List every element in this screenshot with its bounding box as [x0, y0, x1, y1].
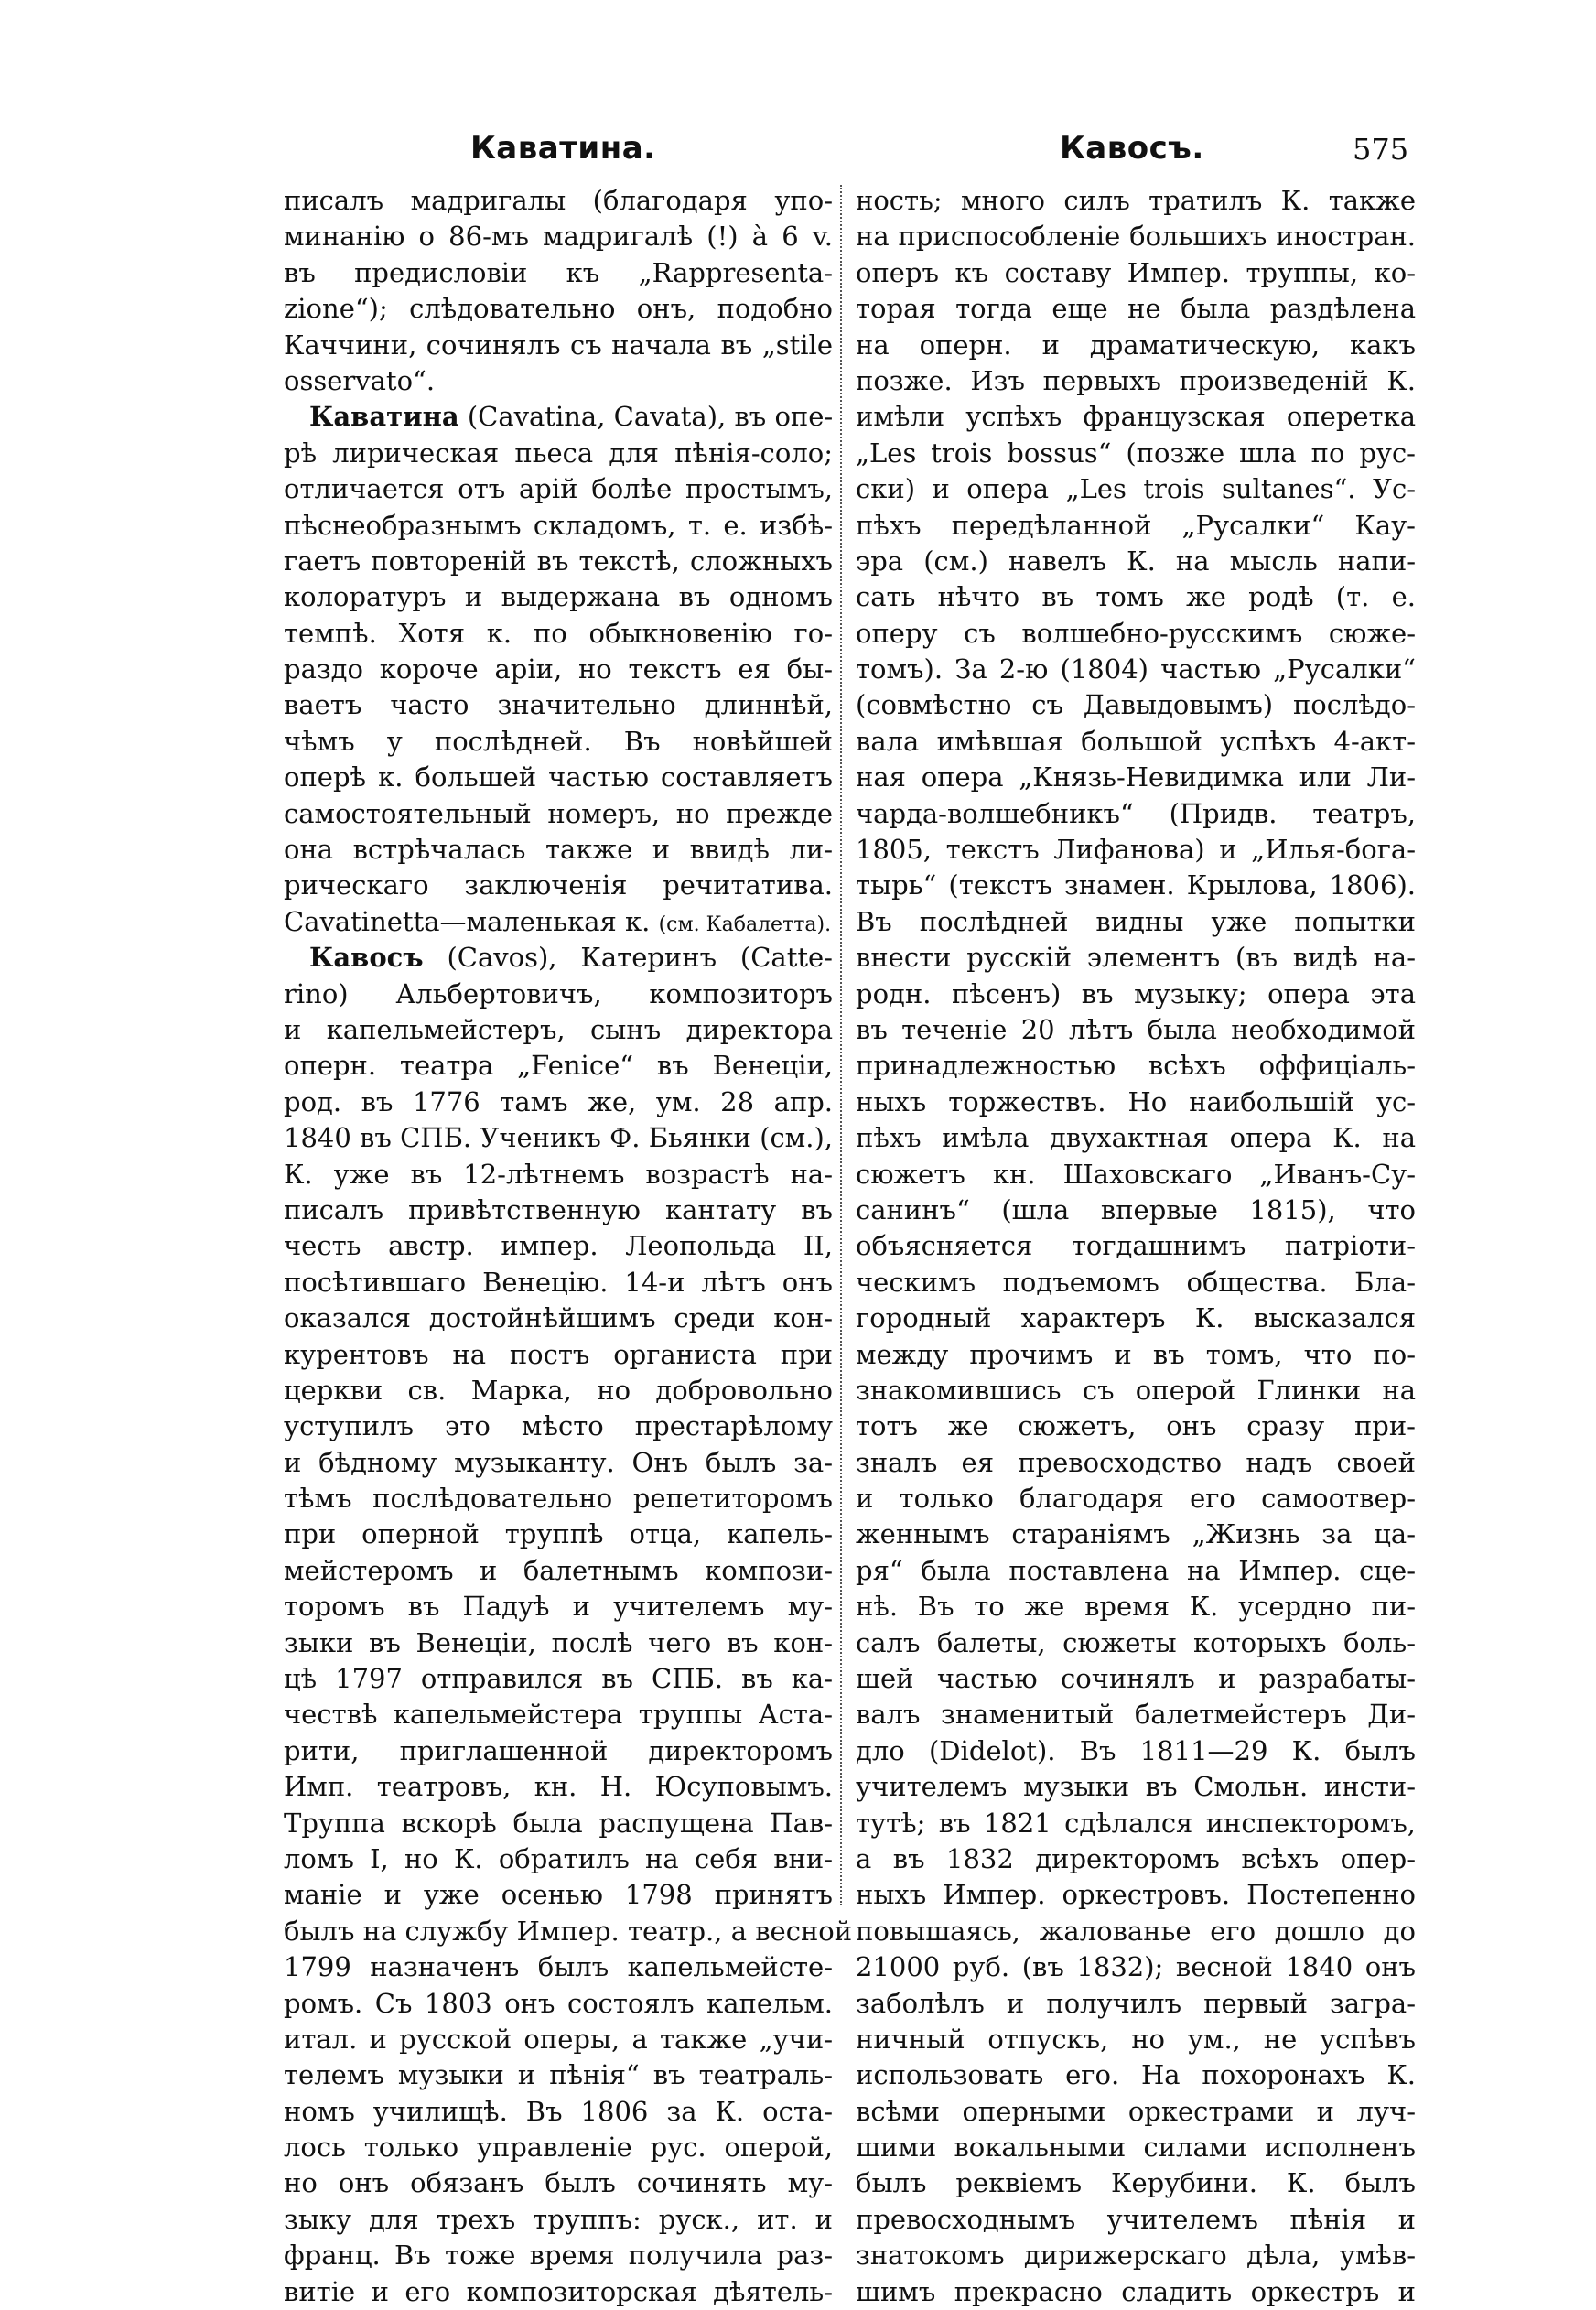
- line-text: превосходнымъ учителемъ пѣнія и: [856, 2203, 1416, 2235]
- text-line: [284, 579, 833, 615]
- text-line: [284, 255, 833, 291]
- text-line: [856, 508, 1416, 544]
- text-line: [284, 1625, 833, 1661]
- text-line: [856, 1337, 1416, 1373]
- line-text: уступилъ это мѣсто престарѣлому: [284, 1410, 833, 1442]
- text-line: [284, 1193, 833, 1228]
- text-line: [856, 904, 1416, 940]
- line-text: внести русскій элементъ (въ видѣ на-: [856, 942, 1416, 974]
- line-text: оперъ къ составу Импер. труппы, ко-: [856, 256, 1416, 288]
- text-line: [284, 1949, 833, 1985]
- text-line: [284, 1986, 833, 2022]
- text-line: [856, 1085, 1416, 1120]
- line-text: ваетъ часто значительно длиннѣй,: [284, 689, 833, 721]
- line-text: Имп. театровъ, кн. Н. Юсуповымъ.: [284, 1771, 833, 1803]
- line-text: чѣмъ у послѣдней. Въ новѣйшей: [284, 725, 833, 757]
- text-line: [856, 616, 1416, 652]
- line-text: имѣли успѣхъ французская оперетка: [856, 401, 1416, 433]
- text-line: [856, 1301, 1416, 1336]
- cross-reference: (см. Кабалетта).: [658, 912, 832, 936]
- line-text: Труппа вскорѣ была распущена Пав-: [284, 1807, 833, 1839]
- text-line: [284, 2238, 833, 2273]
- text-line: [284, 291, 833, 327]
- line-text: 21000 руб. (въ 1832); весной 1840 онъ: [856, 1951, 1416, 1983]
- text-line: [284, 1841, 833, 1877]
- line-text: маніе и уже осенью 1798 принятъ: [284, 1879, 833, 1911]
- text-line: [856, 724, 1416, 760]
- line-text: rino) Альбертовичъ, композиторъ: [284, 977, 833, 1009]
- text-line: [856, 471, 1416, 507]
- text-line: [284, 1157, 833, 1193]
- text-line: [284, 760, 833, 795]
- text-line: [284, 1085, 833, 1120]
- line-text: пѣхъ имѣла двухактная опера К. на: [856, 1122, 1416, 1154]
- text-line: [856, 2202, 1416, 2238]
- text-line: [284, 1048, 833, 1084]
- text-line: [856, 579, 1416, 615]
- text-line: [284, 940, 833, 976]
- text-line: [284, 1445, 833, 1481]
- text-line: [856, 1373, 1416, 1409]
- line-text: зыки въ Венеціи, послѣ чего въ кон-: [284, 1626, 833, 1658]
- text-line: [284, 1265, 833, 1301]
- text-line: [284, 1877, 833, 1913]
- line-text: К. уже въ 12-лѣтнемъ возрастѣ на-: [284, 1158, 833, 1190]
- line-text: оперу съ волшебно-русскимъ сюже-: [856, 617, 1416, 649]
- line-text: и капельмейстеръ, сынъ директора: [284, 1013, 833, 1045]
- line-text: сюжетъ кн. Шаховскаго „Иванъ-Су-: [856, 1158, 1416, 1190]
- line-text: оперѣ к. большей частью составляетъ: [284, 761, 833, 793]
- text-line: [284, 363, 833, 399]
- text-line: [284, 652, 833, 687]
- entry-headword: Кавосъ: [309, 942, 424, 974]
- text-line: [856, 2130, 1416, 2165]
- line-text: на оперн. и драматическую, какъ: [856, 329, 1416, 361]
- text-line: [856, 2057, 1416, 2093]
- line-text: родн. пѣсенъ) въ музыку; опера эта: [856, 977, 1416, 1009]
- line-text: цѣ 1797 отправился въ СПБ. въ ка-: [284, 1663, 833, 1695]
- text-line: [284, 328, 833, 363]
- text-line: [284, 1337, 833, 1373]
- line-text: самостоятельный номеръ, но прежде: [284, 797, 833, 829]
- text-line: [284, 1589, 833, 1625]
- line-text: городный характеръ К. высказался: [856, 1302, 1416, 1334]
- text-line: [856, 2274, 1416, 2310]
- line-text: рѣ лирическая пьеса для пѣнія-соло;: [284, 437, 833, 469]
- text-line: [284, 399, 833, 435]
- text-line: [284, 2130, 833, 2165]
- text-line: [284, 2057, 833, 2093]
- text-line: [284, 1409, 833, 1444]
- header-right-title: Кавосъ.: [1060, 130, 1204, 167]
- text-line: [856, 1949, 1416, 1985]
- line-text: 1805, текстъ Лифанова) и „Илья-бога-: [856, 834, 1416, 866]
- line-text: былъ на службу Импер. театр., а весной: [284, 1915, 853, 1947]
- line-text: Cavatinetta—маленькая к.: [284, 905, 659, 937]
- text-line: [284, 1697, 833, 1732]
- text-line: [284, 616, 833, 652]
- line-text: Каччини, сочинялъ съ начала въ „stile: [284, 329, 833, 361]
- line-text: шимъ прекрасно сладить оркестръ и: [856, 2275, 1416, 2307]
- text-line: [856, 760, 1416, 795]
- text-line: [856, 544, 1416, 579]
- line-text: шими вокальными силами исполненъ: [856, 2132, 1416, 2164]
- text-line: [856, 399, 1416, 435]
- text-line: [856, 2165, 1416, 2201]
- text-line: [856, 652, 1416, 687]
- text-line: [284, 2094, 833, 2130]
- text-line: [856, 796, 1416, 832]
- line-text: тутѣ; въ 1821 сдѣлался инспекторомъ,: [856, 1807, 1416, 1839]
- text-line: [856, 183, 1416, 219]
- text-line: [284, 977, 833, 1012]
- text-line: [856, 436, 1416, 471]
- line-text: торомъ въ Падуѣ и учителемъ му-: [284, 1591, 833, 1623]
- line-text: мейстеромъ и балетнымъ компози-: [284, 1554, 833, 1586]
- text-line: [284, 1733, 833, 1769]
- line-text: зыку для трехъ труппъ: руск., ит. и: [284, 2203, 833, 2235]
- line-text: позже. Изъ первыхъ произведеній К.: [856, 364, 1416, 396]
- text-line: [284, 1301, 833, 1336]
- line-text: знакомившись съ оперой Глинки на: [856, 1374, 1416, 1406]
- text-line: [856, 1012, 1416, 1048]
- line-text: рическаго заключенія речитатива.: [284, 869, 833, 901]
- line-text: всѣми оперными оркестрами и луч-: [856, 2095, 1416, 2127]
- line-text: нѣ. Въ то же время К. усердно пи-: [856, 1591, 1416, 1623]
- line-text: въ предисловіи къ „Rappresenta-: [284, 256, 833, 288]
- line-text: ная опера „Князь-Невидимка или Ли-: [856, 761, 1416, 793]
- line-text: знатокомъ дирижерскаго дѣла, умѣв-: [856, 2240, 1416, 2272]
- text-line: [284, 544, 833, 579]
- text-line: [284, 832, 833, 868]
- line-text: на приспособленіе большихъ иностран.: [856, 221, 1416, 253]
- text-line: [856, 687, 1416, 723]
- entry-headword: Каватина: [309, 401, 459, 433]
- text-line: [856, 1265, 1416, 1301]
- text-line: [856, 1048, 1416, 1084]
- line-text: рити, приглашенной директоромъ: [284, 1734, 833, 1766]
- line-text: лось только управленіе рус. оперой,: [284, 2132, 833, 2164]
- line-text: церкви св. Марка, но добровольно: [284, 1374, 833, 1406]
- text-line: [856, 1661, 1416, 1697]
- text-line: [284, 183, 833, 219]
- line-text: Въ послѣдней видны уже попытки: [856, 905, 1416, 937]
- line-text: учителемъ музыки въ Смольн. инсти-: [856, 1771, 1416, 1803]
- text-line: [856, 1769, 1416, 1805]
- line-text: ря“ была поставлена на Импер. сце-: [856, 1554, 1416, 1586]
- line-text: зналъ ея превосходство надъ своей: [856, 1446, 1416, 1478]
- line-text: „Les trois bossus“ (позже шла по рус-: [856, 437, 1416, 469]
- text-line: [284, 1517, 833, 1552]
- text-line: [856, 1877, 1416, 1913]
- text-line: [856, 219, 1416, 254]
- line-text: она встрѣчалась также и ввидѣ ли-: [284, 834, 833, 866]
- line-text: osservato“.: [284, 364, 436, 396]
- line-text: витіе и его композиторская дѣятель-: [284, 2275, 833, 2307]
- line-text: телемъ музыки и пѣнія“ въ театраль-: [284, 2059, 833, 2091]
- line-text: пѣснеобразнымъ складомъ, т. е. избѣ-: [284, 509, 833, 541]
- text-line: [856, 977, 1416, 1012]
- line-text: честь австр. импер. Леопольда II,: [284, 1230, 833, 1262]
- text-line: [856, 1445, 1416, 1481]
- line-text: при оперной труппѣ отца, капель-: [284, 1518, 833, 1550]
- line-text: чествѣ капельмейстера труппы Аста-: [284, 1699, 833, 1731]
- text-line: [856, 940, 1416, 976]
- line-text: раздо короче аріи, но текстъ ея бы-: [284, 653, 833, 685]
- text-line: [856, 832, 1416, 868]
- line-text: дло (Didelot). Въ 1811—29 К. былъ: [856, 1734, 1416, 1766]
- text-line: [284, 1012, 833, 1048]
- line-text: принадлежностью всѣхъ оффиціаль-: [856, 1050, 1416, 1082]
- line-text: 1799 назначенъ былъ капельмейсте-: [284, 1951, 833, 1983]
- line-text: эра (см.) навелъ К. на мысль напи-: [856, 545, 1416, 577]
- text-line: [284, 1373, 833, 1409]
- text-line: [856, 1409, 1416, 1444]
- line-text: темпѣ. Хотя к. по обыкновенію го-: [284, 617, 833, 649]
- line-text: использовать его. На похоронахъ К.: [856, 2059, 1416, 2091]
- line-text: колоратуръ и выдержана въ одномъ: [284, 581, 833, 613]
- text-line: [856, 1553, 1416, 1589]
- text-line: [284, 868, 833, 903]
- text-line: [856, 1589, 1416, 1625]
- text-line: [856, 1841, 1416, 1877]
- line-text: ромъ. Съ 1803 онъ состоялъ капельм.: [284, 1987, 833, 2019]
- line-text: пѣхъ передѣланной „Русалки“ Кау-: [856, 509, 1416, 541]
- running-header: [0, 130, 1596, 176]
- text-line: [856, 1733, 1416, 1769]
- text-line: [856, 328, 1416, 363]
- line-text: повышаясь, жалованье его дошло до: [856, 1915, 1416, 1947]
- line-text: объясняется тогдашнимъ патріоти-: [856, 1230, 1416, 1262]
- text-line: [284, 1120, 833, 1156]
- text-line: [284, 2202, 833, 2238]
- line-text: франц. Въ тоже время получила раз-: [284, 2240, 833, 2272]
- line-text: гаетъ повтореній въ текстѣ, сложныхъ: [284, 545, 833, 577]
- line-text: zione“); слѣдовательно онъ, подобно: [284, 293, 833, 325]
- text-line: [856, 2022, 1416, 2057]
- line-text: итал. и русской оперы, а также „учи-: [284, 2023, 833, 2055]
- page-number: 575: [1353, 132, 1409, 167]
- line-text: тырь“ (текстъ знамен. Крылова, 1806).: [856, 869, 1416, 901]
- line-text: чарда-волшебникъ“ (Придв. театръ,: [856, 797, 1416, 829]
- line-text: ски) и опера „Les trois sultanes“. Ус-: [856, 473, 1416, 505]
- text-line: [856, 1625, 1416, 1661]
- line-text: салъ балеты, сюжеты которыхъ боль-: [856, 1626, 1416, 1658]
- text-line: [856, 1481, 1416, 1517]
- line-text: и бѣдному музыканту. Онъ былъ за-: [284, 1446, 833, 1478]
- text-line: [284, 508, 833, 544]
- line-text: оперн. театра „Fenice“ въ Венеціи,: [284, 1050, 833, 1082]
- line-text: и только благодаря его самоотвер-: [856, 1483, 1416, 1515]
- column-divider: [840, 185, 842, 1905]
- text-line: [284, 1914, 853, 1949]
- line-text: отличается отъ арій болѣе простымъ,: [284, 473, 833, 505]
- header-left-title: Каватина.: [470, 130, 656, 167]
- line-text: ность; много силъ тратилъ К. также: [856, 185, 1416, 216]
- line-text: а въ 1832 директоромъ всѣхъ опер-: [856, 1842, 1416, 1874]
- text-line: [856, 1228, 1416, 1264]
- line-text: номъ училищѣ. Въ 1806 за К. оста-: [284, 2095, 833, 2127]
- text-line: [284, 471, 833, 507]
- line-text: писалъ привѣтственную кантату въ: [284, 1193, 833, 1225]
- line-text: женнымъ стараніямъ „Жизнь за ца-: [856, 1518, 1416, 1550]
- line-text: (совмѣстно съ Давыдовымъ) послѣдо-: [856, 689, 1416, 721]
- line-text: тѣмъ послѣдовательно репетиторомъ: [284, 1483, 833, 1515]
- text-line: [284, 1769, 833, 1805]
- text-line: [284, 1806, 833, 1841]
- text-line: [856, 1986, 1416, 2022]
- text-line: [284, 1228, 833, 1264]
- text-line: [856, 1193, 1416, 1228]
- line-text: въ теченіе 20 лѣтъ была необходимой: [856, 1013, 1416, 1045]
- text-line: [284, 2022, 833, 2057]
- line-text: заболѣлъ и получилъ первый загра-: [856, 1987, 1416, 2019]
- line-text: санинъ“ (шла впервые 1815), что: [856, 1193, 1416, 1225]
- line-text: 1840 въ СПБ. Ученикъ Ф. Бьянки (см.),: [284, 1122, 833, 1154]
- line-text: ничный отпускъ, но ум., не успѣвъ: [856, 2023, 1416, 2055]
- text-line: [284, 436, 833, 471]
- line-text: былъ реквіемъ Керубини. К. былъ: [856, 2167, 1416, 2199]
- left-text-column: [284, 183, 853, 2310]
- line-text: торая тогда еще не была раздѣлена: [856, 293, 1416, 325]
- line-text: род. въ 1776 тамъ же, ум. 28 апр.: [284, 1085, 833, 1117]
- text-line: [856, 1120, 1416, 1156]
- line-text: шей частью сочинялъ и разрабаты-: [856, 1663, 1416, 1695]
- text-line: [856, 1914, 1416, 1949]
- line-text: ческимъ подъемомъ общества. Бла-: [856, 1266, 1416, 1298]
- text-line: [284, 2274, 833, 2310]
- line-text: томъ). За 2-ю (1804) частью „Русалки“: [856, 653, 1416, 685]
- text-line: [284, 2165, 833, 2201]
- line-text: сать нѣчто въ томъ же родѣ (т. е.: [856, 581, 1416, 613]
- text-line: [856, 291, 1416, 327]
- line-text: писалъ мадригалы (благодаря упо-: [284, 185, 833, 216]
- text-line: [856, 1517, 1416, 1552]
- text-line: [856, 2238, 1416, 2273]
- text-line: [856, 868, 1416, 903]
- line-text: посѣтившаго Венецію. 14-и лѣтъ онъ: [284, 1266, 833, 1298]
- line-text: минанію о 86-мъ мадригалѣ (!) à 6 v.: [284, 221, 833, 253]
- line-text: валъ знаменитый балетмейстеръ Ди-: [856, 1699, 1416, 1731]
- text-line: [856, 1157, 1416, 1193]
- text-line: [284, 1481, 833, 1517]
- text-line: [284, 1553, 833, 1589]
- text-line: [856, 1697, 1416, 1732]
- line-text: ныхъ торжествъ. Но наибольшій ус-: [856, 1085, 1416, 1117]
- line-text: ныхъ Импер. оркестровъ. Постепенно: [856, 1879, 1416, 1911]
- text-line: [856, 1806, 1416, 1841]
- text-line: [284, 724, 833, 760]
- text-line: [284, 796, 833, 832]
- line-text: ломъ I, но К. обратилъ на себя вни-: [284, 1842, 833, 1874]
- text-line: [284, 1661, 833, 1697]
- text-line: [284, 904, 833, 940]
- line-text: вала имѣвшая большой успѣхъ 4-акт-: [856, 725, 1416, 757]
- line-text: курентовъ на постъ органиста при: [284, 1338, 833, 1370]
- text-line: [284, 687, 833, 723]
- text-line: [856, 255, 1416, 291]
- text-line: [856, 363, 1416, 399]
- text-line: [856, 2094, 1416, 2130]
- line-text: (Cavatina, Cavata), въ опе-: [458, 401, 834, 433]
- text-line: [284, 219, 833, 254]
- line-text: тотъ же сюжетъ, онъ сразу при-: [856, 1410, 1416, 1442]
- line-text: между прочимъ и въ томъ, что по-: [856, 1338, 1416, 1370]
- line-text: но онъ обязанъ былъ сочинять му-: [284, 2167, 833, 2199]
- right-text-column: [856, 183, 1416, 2310]
- line-text: оказался достойнѣйшимъ среди кон-: [284, 1302, 833, 1334]
- line-text: (Cavos), Катеринъ (Catte-: [423, 942, 833, 974]
